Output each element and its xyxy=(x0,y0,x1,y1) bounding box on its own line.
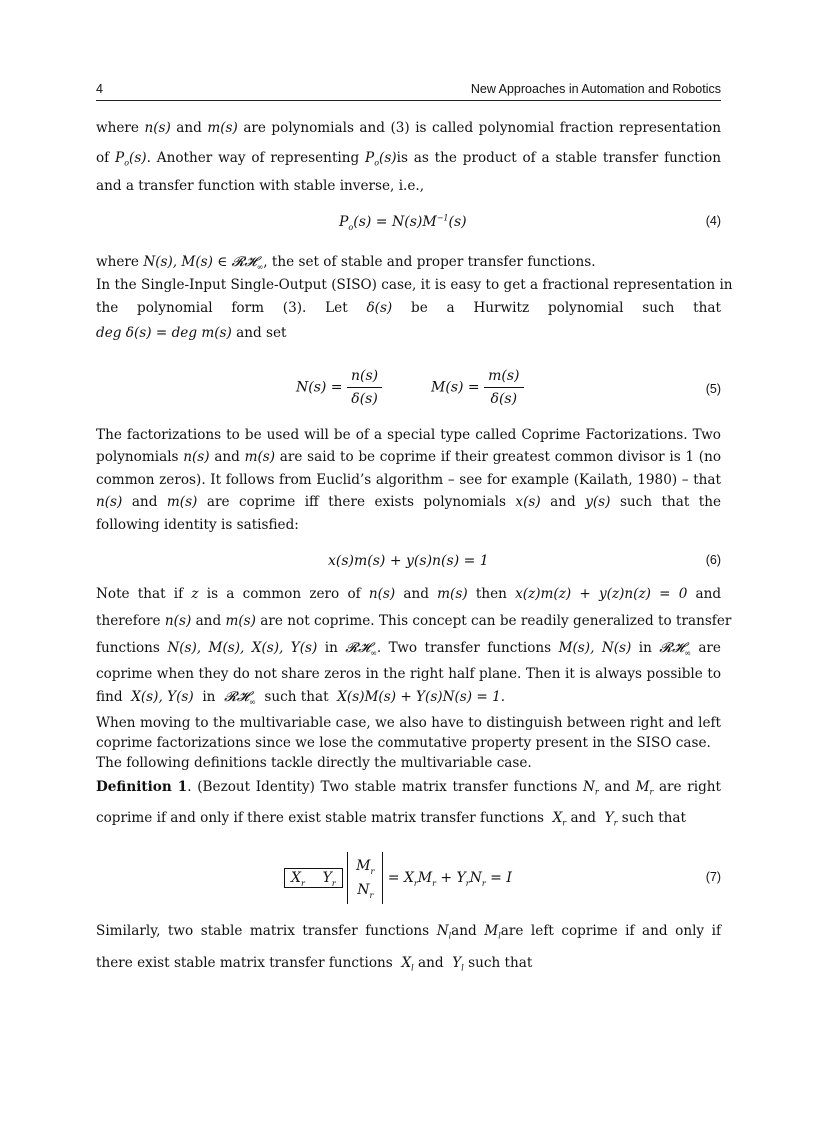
para4-line2: therefore n(s) and m(s) are not coprime. This concept can be readily generalized to transfer xyxy=(96,613,732,629)
para4-line4: coprime when they do not share zeros in the right half plane. Then it is always possible to xyxy=(96,666,721,682)
para4-line5: find X(s), Y(s) in 𝓡𝓗$_\infty$ such that X(s)M(s) + Y(s)N(s) = 1. xyxy=(96,689,506,707)
para2-line1: where N(s), M(s) ∈ 𝓡𝓗$_\infty$, the set of stable and proper transfer functions. xyxy=(96,254,596,272)
para3-line5: following identity is satisfied: xyxy=(96,517,299,533)
para2-line3: the polynomial form (3). Let δ(s) be a Hurwitz polynomial such that xyxy=(96,300,721,316)
fraction-N: $\frac{n(s)}{\delta(s)}$ xyxy=(347,368,382,407)
para2-line4: deg δ(s) = deg m(s) and set xyxy=(96,325,287,341)
equation-6: x(s)m(s) + y(s)n(s) = 1 (6) xyxy=(328,553,721,569)
para5-line2: coprime factorizations since we lose the commutative property present in the SISO case. xyxy=(96,735,711,751)
para3-line1: The factorizations to be used will be of a special type called Coprime Factorizations. Two xyxy=(96,427,721,443)
equation-5: N(s) = $\frac{n(s)}{\delta(s)}$ M(s) = $\frac{m(s)}{\delta(s)}$ (5) xyxy=(296,368,721,407)
equation-number-5: (5) xyxy=(705,382,721,396)
equation-4: $P_o(s) = N(s)M^{-1}(s)$ (4) xyxy=(339,213,721,232)
equation-number-4: (4) xyxy=(705,214,721,228)
definition-1-line2: coprime if and only if there exist stable matrix transfer functions $X_r$ and $Y_r$ such that xyxy=(96,810,687,828)
page-number: 4 xyxy=(96,82,103,96)
definition-1-line1: Definition 1. (Bezout Identity) Two stable matrix transfer functions $N_r$ and $M_r$ are right xyxy=(96,779,722,797)
para1-line2: of $P_o(s)$. Another way of representing $P_o(s)is$ as the product of a stable transfer function xyxy=(96,150,722,168)
definition-label: Definition 1 xyxy=(96,779,188,795)
para5-line3: The following definitions tackle directly the multivariable case. xyxy=(96,755,532,771)
fraction-M: $\frac{m(s)}{\delta(s)}$ xyxy=(484,368,523,407)
equation-number-7: (7) xyxy=(705,870,721,884)
para6-line1: Similarly, two stable matrix transfer functions $N_land$ $M_lare$ left coprime if and only if xyxy=(96,923,722,941)
para1-line3: and a transfer function with stable inverse, i.e., xyxy=(96,178,425,194)
para1-line1: where n(s) and m(s) are polynomials and (3) is called polynomial fraction representation xyxy=(96,120,721,136)
para3-line3: common zeros). It follows from Euclid’s algorithm – see for example (Kailath, 1980) – that xyxy=(96,472,721,488)
running-header xyxy=(96,80,721,101)
para6-line2: there exist stable matrix transfer functions $X_l$ and $Y_l$ such that xyxy=(96,955,533,973)
para5-line1: When moving to the multivariable case, we also have to distinguish between right and left xyxy=(96,715,721,731)
para4-line1: Note that if z is a common zero of n(s) and m(s) then x(z)m(z) + y(z)n(z) = 0 and xyxy=(96,586,722,602)
para3-line2: polynomials n(s) and m(s) are said to be coprime if their greatest common divisor is 1 (no xyxy=(96,449,722,465)
para4-line3: functions N(s), M(s), X(s), Y(s) in 𝓡𝓗$_\infty$. Two transfer functions M(s), N(s) in 𝓡𝓗$_\infty$ are xyxy=(96,640,721,658)
para2-line2: In the Single-Input Single-Output (SISO) case, it is easy to get a fractional representation in xyxy=(96,277,733,293)
para3-line4: n(s) and m(s) are coprime iff there exists polynomials x(s) and y(s) such that the xyxy=(96,494,722,510)
equation-number-6: (6) xyxy=(705,553,721,567)
running-title: New Approaches in Automation and Robotics xyxy=(470,82,721,96)
equation-7: $X_r$ $Y_r$ $M_r$ $N_r$ = $X_rM_r + Y_rN_r = I$ (7) xyxy=(96,850,721,906)
